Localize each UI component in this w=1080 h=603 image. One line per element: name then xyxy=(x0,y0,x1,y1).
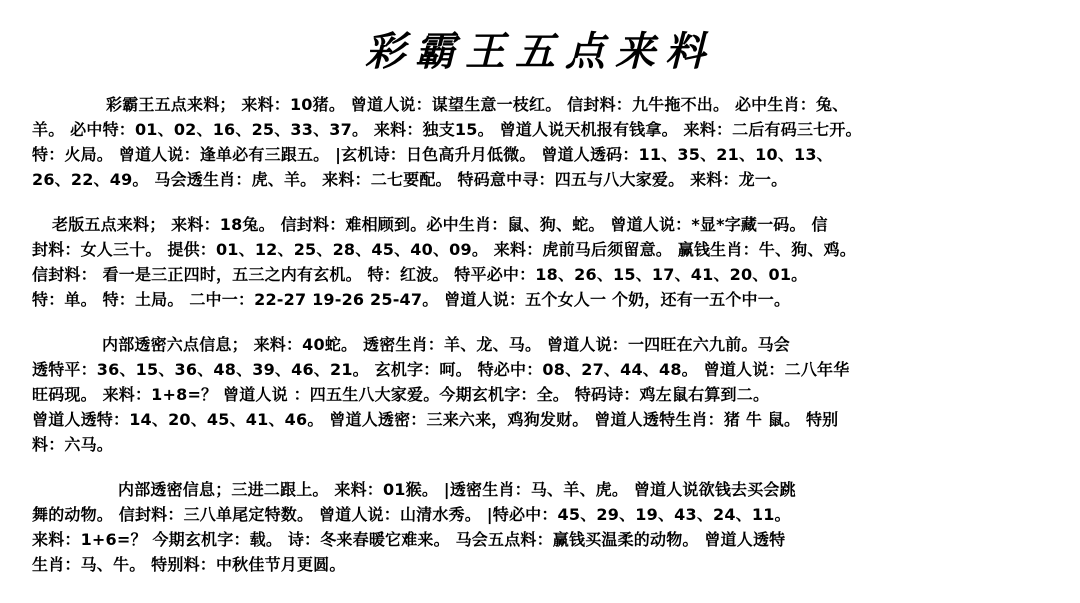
text-line: 信封料： 看一是三正四时，五三之内有玄机。 特：红波。 特平必中：18、26、15、17、41、20、01。 xyxy=(32,265,808,284)
text-line: 封料：女人三十。 提供：01、12、25、28、45、40、09。 来料：虎前马后须留意。 赢钱生肖：牛、狗、鸡。 xyxy=(32,240,856,259)
text-line: 来料：1+6=？ 今期玄机字：载。 诗：冬来春暖它难来。 马会五点料：赢钱买温柔的动物。 曾道人透特 xyxy=(32,530,786,549)
text-line: 特：火局。 曾道人说：逢单必有三跟五。 |玄机诗：日色高升月低微。 曾道人透码：11、35、21、10、13、 xyxy=(32,145,833,164)
text-line: 生肖：马、牛。 特别料：中秋佳节月更圆。 xyxy=(32,555,346,574)
text-line: 26、22、49。 马会透生肖：虎、羊。 来料：二七要配。 特码意中寻：四五与八大家爱。 来料：龙一。 xyxy=(32,170,788,189)
text-line: 内部透密六点信息； 来料：40蛇。 透密生肖：羊、龙、马。 曾道人说：一四旺在六九前。马会 xyxy=(102,335,790,354)
text-line: 舞的动物。 信封料：三八单尾定特数。 曾道人说：山清水秀。 |特必中：45、29、19、43、24、11。 xyxy=(32,505,791,524)
text-line: 旺码现。 来料：1+8=？ 曾道人说 ：四五生八大家爱。今期玄机字：全。 特码诗：鸡左鼠右算到二。 xyxy=(32,385,770,404)
text-line: 彩霸王五点来料； 来料：10猪。 曾道人说：谋望生意一枝红。 信封料：九牛拖不出。 必中生肖：兔、 xyxy=(106,95,849,114)
text-line: 羊。 必中特：01、02、16、25、33、37。 来料：独支15。 曾道人说天机报有钱拿。 来料：二后有码三七开。 xyxy=(32,120,862,139)
text-line: 曾道人透特：14、20、45、41、46。 曾道人透密：三来六来，鸡狗发财。 曾道人透特生肖：猪 牛 鼠。 特别 xyxy=(32,410,839,429)
text-line: 特：单。 特：土局。 二中一：22-27 19-26 25-47。 曾道人说：五个女人一 个奶，还有一五个中一。 xyxy=(32,290,791,309)
text-line: 老版五点来料； 来料：18兔。 信封料：难相顾到。必中生肖：鼠、狗、蛇。 曾道人说：*显*字藏一码。 信 xyxy=(52,215,828,234)
text-line: 内部透密信息；三进二跟上。 来料：01猴。 |透密生肖：马、羊、虎。 曾道人说欲钱去买会跳 xyxy=(118,480,796,499)
paragraph-laoban xyxy=(32,212,1052,312)
paragraph-caibawang xyxy=(32,92,1052,192)
text-line: 料：六马。 xyxy=(32,435,114,454)
article-body xyxy=(32,92,1052,597)
paragraph-neibu xyxy=(32,477,1052,577)
text-line: 透特平：36、15、36、48、39、46、21。 玄机字：呵。 特必中：08、27、44、48。 曾道人说：二八年华 xyxy=(32,360,850,379)
paragraph-neibu-six xyxy=(32,332,1052,457)
page-title: 彩霸王五点来料 xyxy=(365,28,715,75)
